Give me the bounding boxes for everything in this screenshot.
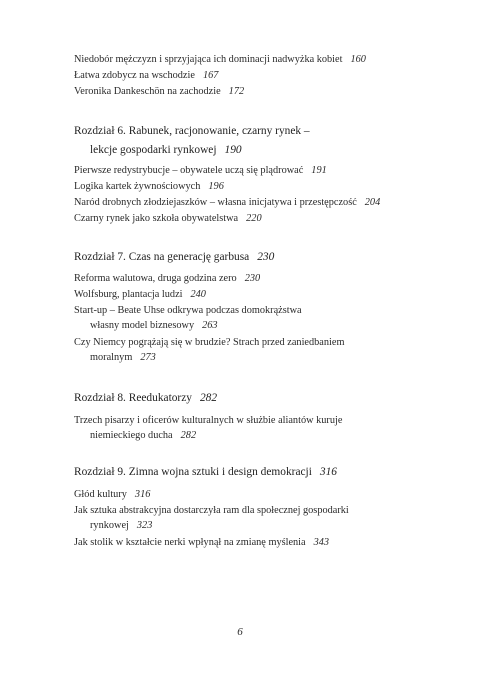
entry-title-line2: własny model biznesowy <box>90 320 195 332</box>
entry-title: Reforma walutowa, druga godzina zero <box>74 273 237 284</box>
chapter-page: 230 <box>257 251 275 263</box>
entry-title-line1: Czy Niemcy pogrążają się w brudzie? Strach przed zaniedbaniem <box>74 337 345 348</box>
toc-entry <box>74 163 440 178</box>
entry-title: Głód kultury <box>74 489 127 500</box>
entry-title-line2: niemieckiego ducha <box>90 430 173 442</box>
chapter-page: 282 <box>199 392 218 404</box>
toc-entry <box>74 271 440 286</box>
entry-page: 263 <box>202 320 218 332</box>
entry-title-line1: Start-up – Beate Uhse odkrywa podczas domokrążstwa <box>74 305 302 316</box>
entry-title: Czarny rynek jako szkoła obywatelstwa <box>74 213 239 224</box>
chapter-title: Rozdział 7. Czas na generację garbusa <box>74 251 250 263</box>
entry-page: 196 <box>208 181 224 192</box>
chapter-page: 190 <box>224 144 242 156</box>
entry-title-line2: moralnym <box>90 352 133 364</box>
entry-page: 191 <box>311 165 327 176</box>
entry-page: 343 <box>313 537 330 548</box>
entry-title: Niedobór mężczyzn i sprzyjająca ich dominacji nadwyżka kobiet <box>74 54 343 65</box>
page-number: 6 <box>237 626 243 638</box>
entry-page: 323 <box>136 520 153 532</box>
entry-title: Wolfsburg, plantacja ludzi <box>74 289 183 300</box>
toc-entry <box>74 487 440 502</box>
chapter-title-line1: Rozdział 6. Rabunek, racjonowanie, czarny rynek – <box>74 125 310 137</box>
toc-entry <box>74 287 440 302</box>
toc-entry <box>74 195 440 210</box>
toc-entry <box>74 68 440 83</box>
entry-title: Naród drobnych złodziejaszków – własna inicjatywa i przestępczość <box>74 197 357 208</box>
toc-entry <box>74 52 440 67</box>
entry-page: 282 <box>180 430 197 442</box>
toc-entry <box>74 535 440 550</box>
toc-entry <box>74 303 440 334</box>
entry-page: 316 <box>134 489 151 500</box>
chapter-page: 316 <box>319 466 337 478</box>
chapter-heading <box>74 122 440 160</box>
chapter-heading <box>74 389 440 408</box>
entry-title: Veronika Dankeschön na zachodzie <box>74 86 221 97</box>
entry-page: 160 <box>350 54 366 65</box>
entry-page: 167 <box>202 70 219 81</box>
toc-entry <box>74 84 440 99</box>
entry-title: Logika kartek żywnościowych <box>74 181 201 192</box>
toc-entry <box>74 179 440 194</box>
entry-page: 172 <box>228 86 245 97</box>
chapter-title: Rozdział 9. Zimna wojna sztuki i design demokracji <box>74 466 312 478</box>
entry-title-line1: Jak sztuka abstrakcyjna dostarczyła ram dla społecznej gospodarki <box>74 505 349 516</box>
chapter-title: Rozdział 8. Reedukatorzy <box>74 392 192 404</box>
entry-page: 220 <box>246 213 262 224</box>
chapter-heading <box>74 248 440 267</box>
toc-entry <box>74 211 440 226</box>
entry-title-line2: rynkowej <box>90 520 129 532</box>
entry-page: 230 <box>244 273 261 284</box>
chapter-heading <box>74 463 440 482</box>
entry-page: 204 <box>364 197 381 208</box>
toc-entry <box>74 413 440 444</box>
entry-page: 240 <box>190 289 206 300</box>
entry-title: Łatwa zdobycz na wschodzie <box>74 70 195 81</box>
entry-title-line1: Trzech pisarzy i oficerów kulturalnych w służbie aliantów kuruje <box>74 415 343 426</box>
toc-entry <box>74 335 440 366</box>
entry-title: Pierwsze redystrybucje – obywatele uczą się plądrować <box>74 165 304 176</box>
entry-title: Jak stolik w kształcie nerki wpłynął na zmianę myślenia <box>74 537 306 548</box>
entry-page: 273 <box>140 352 156 364</box>
chapter-title-line2: lekcje gospodarki rynkowej <box>90 144 217 156</box>
toc-entry <box>74 503 440 534</box>
